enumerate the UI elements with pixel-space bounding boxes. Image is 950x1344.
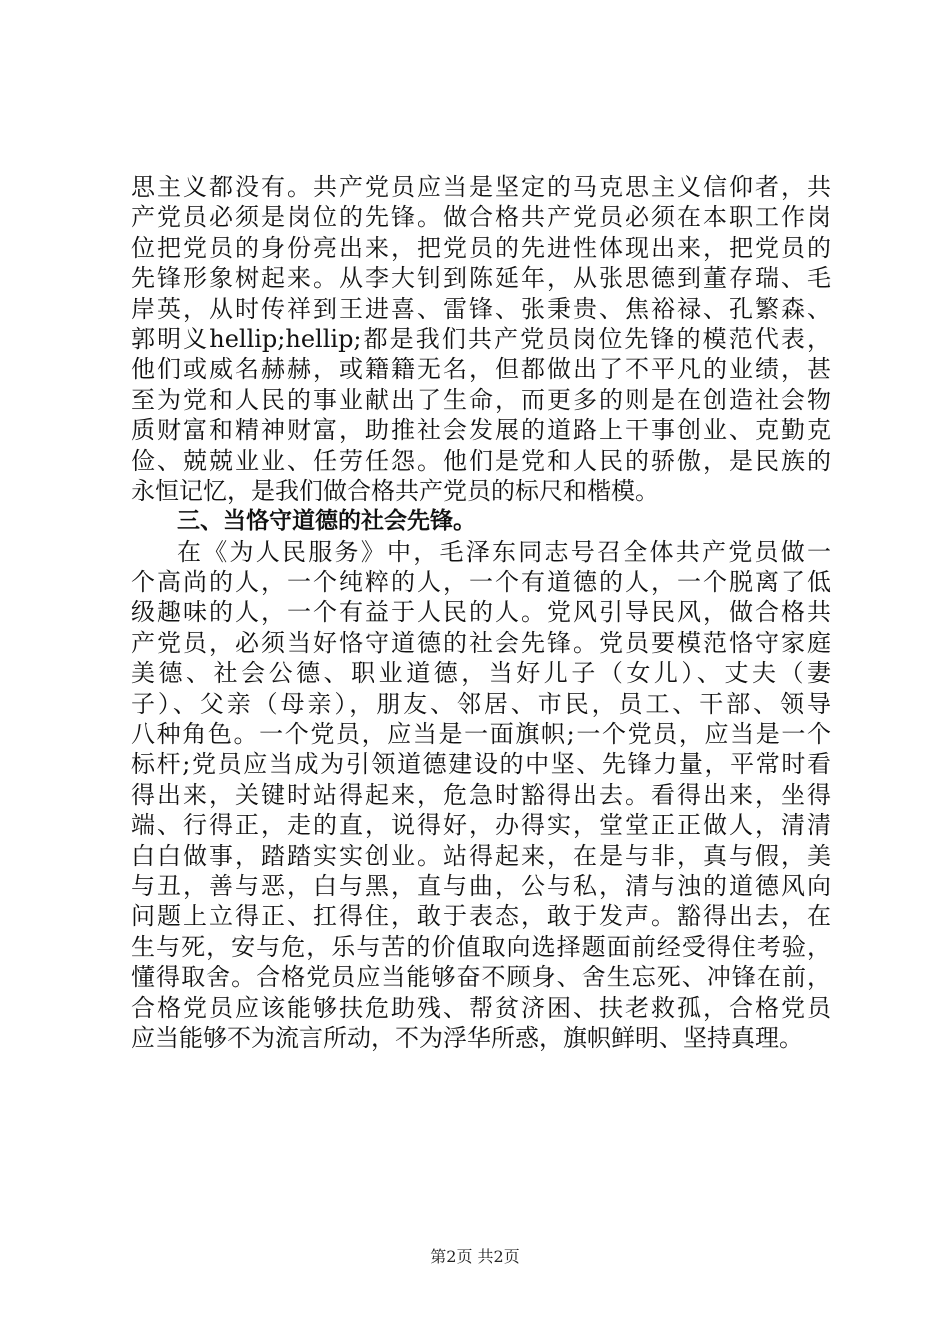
para2-line: 合格党员应该能够扶危助残、帮贫济困、扶老救孤，合格党员	[131, 993, 831, 1022]
para2-line: 在《为人民服务》中，毛泽东同志号召全体共产党员做一	[177, 537, 831, 566]
para1-line: 他们或威名赫赫，或籍籍无名，但都做出了不平凡的业绩，甚	[131, 355, 831, 384]
section-heading: 三、当恪守道德的社会先锋。	[177, 508, 476, 535]
para2-line: 与丑，善与恶，白与黑，直与曲，公与私，清与浊的道德风向	[131, 871, 831, 900]
para2-line: 个高尚的人，一个纯粹的人，一个有道德的人，一个脱离了低	[131, 568, 831, 597]
para2-line: 懂得取舍。合格党员应当能够奋不顾身、舍生忘死、冲锋在前，	[131, 963, 831, 992]
para1-line: 思主义都没有。共产党员应当是坚定的马克思主义信仰者，共	[131, 173, 831, 201]
para2-line: 生与死，安与危，乐与苦的价值取向选择题面前经受得住考验，	[131, 932, 831, 961]
para1-line: 质财富和精神财富，助推社会发展的道路上干事创业、克勤克	[131, 416, 831, 445]
para2-line: 级趣味的人，一个有益于人民的人。党风引导民风，做合格共	[131, 598, 831, 627]
para1-line: 岸英，从时传祥到王进喜、雷锋、张秉贵、焦裕禄、孔繁森、	[131, 294, 831, 323]
para1-line: 郭明义hellip;hellip;都是我们共产党员岗位先锋的模范代表，	[131, 324, 831, 353]
para2-line: 得出来，关键时站得起来，危急时豁得出去。看得出来，坐得	[131, 780, 831, 809]
para2-line: 标杆;党员应当成为引领道德建设的中坚、先锋力量，平常时看	[131, 750, 831, 779]
para2-line: 端、行得正，走的直，说得好，办得实，堂堂正正做人，清清	[131, 811, 831, 840]
para1-line: 位把党员的身份亮出来，把党员的先进性体现出来，把党员的	[131, 233, 831, 262]
para2-line: 产党员，必须当好恪守道德的社会先锋。党员要模范恪守家庭	[131, 628, 831, 657]
para1-line: 永恒记忆，是我们做合格共产党员的标尺和楷模。	[131, 476, 659, 505]
para2-line: 子）、父亲（母亲），朋友、邻居、市民，员工、干部、领导	[131, 689, 831, 718]
para1-line: 至为党和人民的事业献出了生命，而更多的则是在创造社会物	[131, 385, 831, 414]
para2-line: 白白做事，踏踏实实创业。站得起来，在是与非，真与假，美	[131, 841, 831, 870]
para2-line: 应当能够不为流言所动，不为浮华所惑，旗帜鲜明、坚持真理。	[131, 1023, 803, 1052]
para1-line: 先锋形象树起来。从李大钊到陈延年，从张思德到董存瑞、毛	[131, 264, 831, 293]
para2-line: 美德、社会公德、职业道德，当好儿子（女儿）、丈夫（妻	[131, 659, 831, 688]
para2-line: 问题上立得正、扛得住，敢于表态，敢于发声。豁得出去，在	[131, 902, 831, 931]
para1-line: 产党员必须是岗位的先锋。做合格共产党员必须在本职工作岗	[131, 203, 831, 232]
page-number-footer: 第2页 共2页	[430, 1247, 520, 1266]
para2-line: 八种角色。一个党员，应当是一面旗帜;一个党员，应当是一个	[131, 720, 831, 749]
document-body	[131, 172, 831, 1053]
para1-line: 俭、兢兢业业、任劳任怨。他们是党和人民的骄傲，是民族的	[131, 446, 831, 475]
